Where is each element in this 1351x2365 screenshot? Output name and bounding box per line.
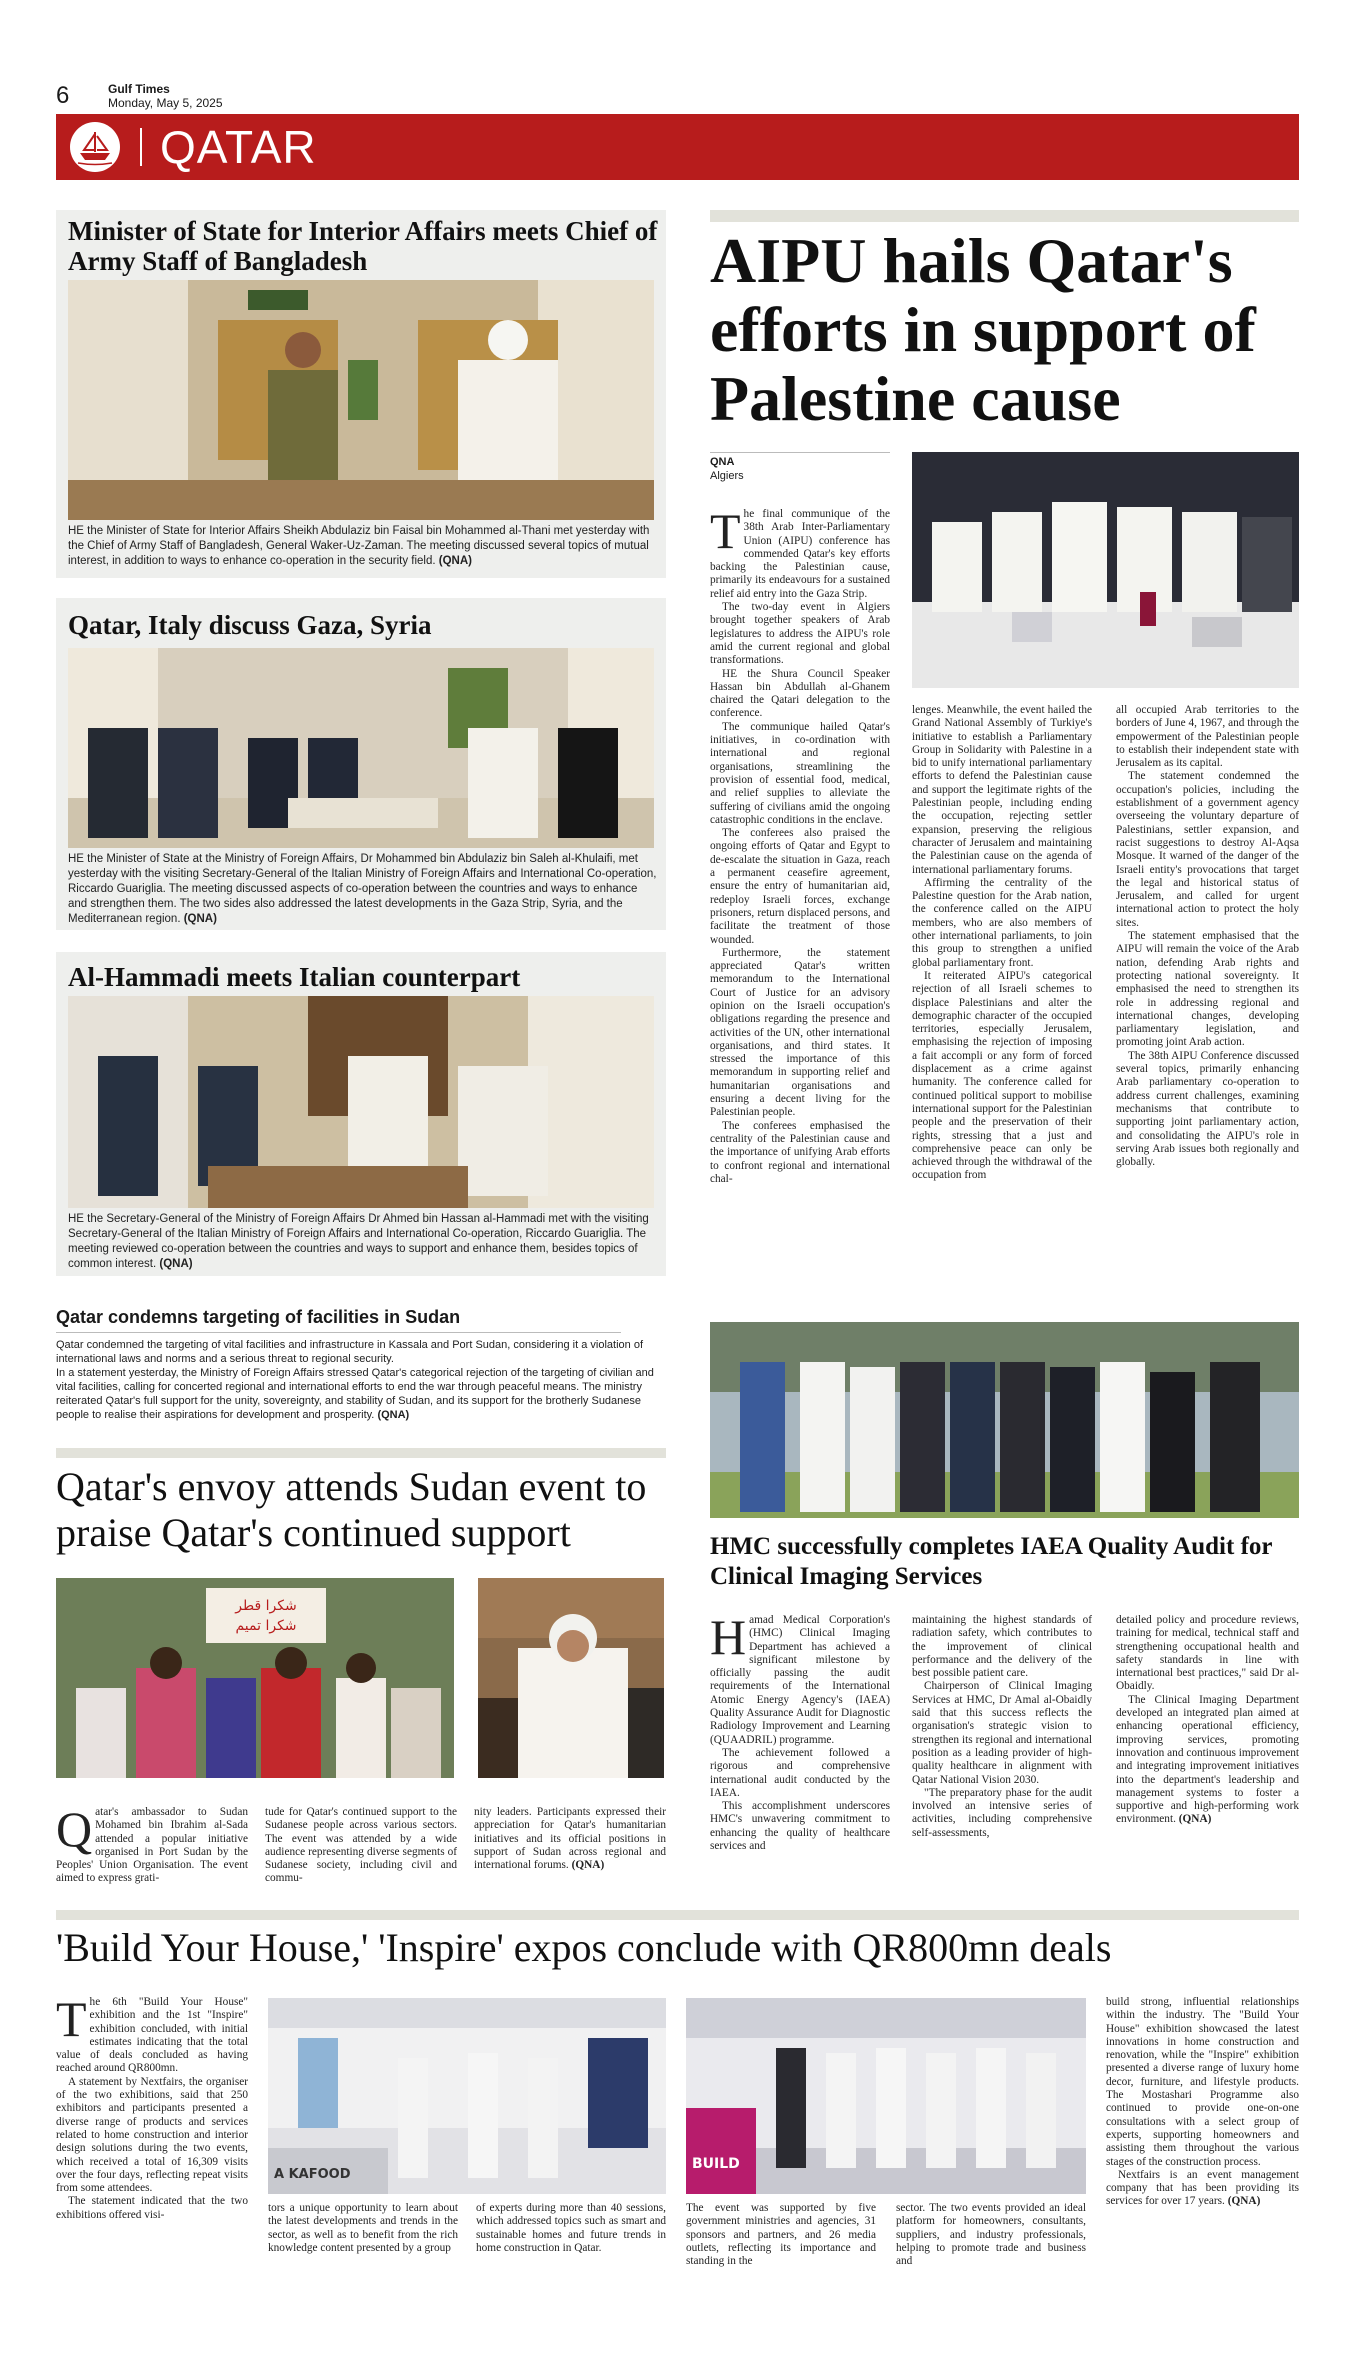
- story8-photo-2: [686, 1998, 1086, 2194]
- story1-photo: [68, 280, 654, 520]
- story6-headline: AIPU hails Qatar's efforts in support of Palestine cause: [710, 225, 1256, 434]
- story5-topbar: [56, 1448, 666, 1458]
- sign-build: BUILD: [692, 2156, 740, 2172]
- story6-byline-rule: [710, 452, 890, 453]
- story6-col1: The final communique of the 38th Arab Inter-Parliamentary Union (AIPU) conference has commended Qatar's key efforts backing the Palestinian cause, primarily its endeavours for a sustained relief aid entry into the Gaza Strip. The two-day event in Algiers brought together speakers of Arab legislatures to address the AIPU's role amid the current regional and global transformations. HE the Shura Council Speaker Hassan bin Abdullah al-Ghanem chaired the Qatari delegation to the conference. The communique hailed Qatar's initiatives, in co-ordination with international and regional organisations, streamlining the provision of essential food, medical, and relief supplies to alleviate the suffering of civilians amid the ongoing catastrophic conditions in the enclave. The conferees also praised the ongoing efforts of Qatar and Egypt to de-escalate the situation in Gaza, reach a permanent ceasefire agreement, ensure the entry of humanitarian aid, redeploy Israeli forces, exchange prisoners, return displaced persons, and facilitate the treatment of those wounded. Furthermore, the statement appreciated Qatar's written memorandum to the International Court of Justice for an advisory opinion on the Israeli occupation's obligations regarding the presence and activities of the UN, other international organisations, and third states. It stressed the importance of this memorandum in supporting relief and humanitarian organisations and ensuring a decent living for the Palestinian people. The conferees emphasised the centrality of the Palestinian cause and the importance of unifying Arab efforts to confront regional and international chal-: [710, 503, 890, 1185]
- story4-rule: [56, 1332, 621, 1333]
- story6-col3: all occupied Arab territories to the borders of June 4, 1967, and through the empowerment of the Palestinian people to establish their independent state with Jerusalem as its capital. The statement condemned the occupation's policies, including the establishment of a government agency overseeing the voluntary departure of Palestinians, settler expansion, and racist suggestions to destroy Al-Aqsa Mosque. It warned of the danger of the Israeli entity's provocations that target the legal and historical status of Jerusalem, and called for urgent international action to protect the holy sites. The statement emphasised that the AIPU will remain the voice of the Arab nation, defending Arab rights and protecting national sovereignty. It emphasised the need to strengthen its role in addressing regional and international changes, developing parliamentary legislation, and promoting joint Arab action. The 38th AIPU Conference discussed several topics, primarily enhancing Arab parliamentary co-operation to address current challenges, examining mechanisms that contribute to supporting joint parliamentary action, and consolidating the AIPU's role in serving Arab issues both regionally and globally.: [1116, 704, 1299, 1169]
- story1-caption: HE the Minister of State for Interior Affairs Sheikh Abdulaziz bin Faisal bin Mohammed al-Thani met yesterday with the Chief of Army Staff of Bangladesh, General Waker-Uz-Zaman. The meeting discussed several topics of mutual interest, in addition to ways to enhance co-operation in the security field. (QNA): [68, 525, 650, 567]
- story7-photo: [710, 1322, 1299, 1518]
- story8-col6: build strong, influential relationships within the industry. The "Build Your House" exhibition showcased the latest innovations in home construction and renovation, while the "Inspire" exhibition presented a diverse range of luxury home decor, furniture, and lifestyle products. The Mostashari Programme also continued to provide one-on-one consultations with a select group of experts, supporting homeowners and assisting them throughout the various stages of the construction process. Nextfairs is an event management company that has been providing its services for over 17 years. (QNA): [1106, 1996, 1299, 2208]
- story2-headline: Qatar, Italy discuss Gaza, Syria: [68, 610, 432, 640]
- story2-photo: [68, 648, 654, 848]
- story8-headline: 'Build Your House,' 'Inspire' expos conclude with QR800mn deals: [56, 1925, 1112, 1970]
- dhow-logo-icon: [70, 122, 120, 172]
- story5-col3: nity leaders. Participants expressed their appreciation for Qatar's humanitarian initiatives and its official positions in support of Sudan across regional and international forums. (QNA): [474, 1806, 666, 1872]
- story6-agency: QNA: [710, 456, 735, 468]
- publication-date: Monday, May 5, 2025: [108, 96, 223, 110]
- section-title: QATAR: [160, 121, 317, 173]
- publication-name: Gulf Times: [108, 82, 170, 96]
- story8-photo-1: [268, 1998, 666, 2194]
- story6-dateline: Algiers: [710, 470, 744, 482]
- story8-col4: The event was supported by five government ministries and agencies, 31 sponsors and partners, and 26 media outlets, reflecting its importance and standing in the: [686, 2202, 876, 2268]
- story5-photo-1: [56, 1578, 454, 1778]
- page-number: 6: [56, 82, 70, 109]
- story6-topbar: [710, 210, 1299, 222]
- story6-col2: lenges. Meanwhile, the event hailed the Grand National Assembly of Turkiye's initiative to establish a Parliamentary Group in Solidarity with Palestine in a bid to unify international parliamentary efforts to defend the Palestinian cause and support the legitimate rights of the Palestinian people, including ending the occupation, rejecting settler expansion, preserving the religious character of Jerusalem and maintaining the Palestinian cause on the agenda of international parliamentary forums. Affirming the centrality of the Palestine question for the Arab nation, the conference called on the AIPU members, who are also members of other international parliaments, to join this group to strengthen a unified global parliamentary front. It reiterated AIPU's categorical rejection of all Israeli schemes to displace Palestinians and alter the demographic character of the occupied territories, especially Jerusalem, emphasising the rejection of imposing a fait accompli or any form of forced displacement as a crime against humanity. The conference called for continued political support to mobilise international support for the Palestinian people and the preservation of their rights, stressing that a just and comprehensive peace can only be achieved through the withdrawal of the occupation from: [912, 704, 1092, 1182]
- sign-text-2: شكرا تميم: [235, 1618, 297, 1634]
- sign-text-1: شكرا قطر: [235, 1598, 297, 1614]
- story5-col2: tude for Qatar's continued support to the Sudanese people across various sectors. The event was attended by a wide audience representing diverse segments of Sudanese society, including civil and commu-: [265, 1806, 457, 1885]
- story7-headline: HMC successfully completes IAEA Quality Audit for Clinical Imaging Services: [710, 1533, 1273, 1590]
- story7-col3: detailed policy and procedure reviews, training for medical, technical staff and strengthening occupational health and safety standards in line with international best practices," said Dr al-Obaidly. The Clinical Imaging Department developed an integrated plan aimed at enhancing operational efficiency, improving services, promoting innovation and continuous improvement and integrating improvement initiatives into the department's leadership and management systems to foster a supportive and high-performing work environment. (QNA): [1116, 1614, 1299, 1826]
- story5-photo-2: [478, 1578, 664, 1778]
- story3-photo: [68, 996, 654, 1208]
- story5-col1: Qatar's ambassador to Sudan Mohamed bin Ibrahim al-Sada attended a popular initiative organised in Port Sudan by the Peoples' Union Organisation. The event aimed to express grati-: [56, 1801, 248, 1885]
- story7-col2: maintaining the highest standards of radiation safety, which contributes to the improvement of clinical performance and the delivery of the best possible patient care. Chairperson of Clinical Imaging Services at HMC, Dr Amal al-Obaidly said that this success reflects the organisation's strategic vision to strengthen its regional and international position as a leading provider of high-quality healthcare in alignment with Qatar National Vision 2030. "The preparatory phase for the audit involved an intensive series of activities, including comprehensive self-assessments,: [912, 1614, 1092, 1839]
- banner-divider: [140, 128, 142, 166]
- story8-col3: of experts during more than 40 sessions, which addressed topics such as smart and sustainable homes and future trends in home construction in Qatar.: [476, 2202, 666, 2254]
- story8-topbar: [56, 1910, 1299, 1920]
- story6-photo: [912, 452, 1299, 688]
- story8-col2: tors a unique opportunity to learn about the latest developments and trends in the sector, as well as to benefit from the rich knowledge content presented by a group: [268, 2202, 458, 2254]
- story8-col5: sector. The two events provided an ideal platform for homeowners, consultants, suppliers, and industry professionals, helping to promote trade and business and: [896, 2202, 1086, 2268]
- story5-headline: Qatar's envoy attends Sudan event to praise Qatar's continued support: [56, 1464, 647, 1555]
- story8-col1: The 6th "Build Your House" exhibition and the 1st "Inspire" exhibition concluded, with initial estimates indicating that the total value of deals concluded as having reached around QR800mn. A statement by Nextfairs, the organiser of the two exhibitions, said that 250 exhibitors and participants presented a diverse range of products and services related to home construction and interior design solutions during the two events, which received a total of 16,309 visits over the four days, reflecting repeat visits from some attendees. The statement indicated that the two exhibitions offered visi-: [56, 1991, 248, 2221]
- story4-headline: Qatar condemns targeting of facilities in Sudan: [56, 1307, 461, 1327]
- story2-caption: HE the Minister of State at the Ministry of Foreign Affairs, Dr Mohammed bin Abdulaziz bin Saleh al-Khulaifi, met yesterday with the visiting Secretary-General of the Italian Ministry of Foreign Affairs and International Co-operation, Riccardo Guariglia. The meeting discussed aspects of co-operation between the countries and ways to enhance and strengthen them. The two sides also addressed the latest developments in the Gaza Strip, Syria, and the Mediterranean region. (QNA): [68, 853, 657, 925]
- story4-body: Qatar condemned the targeting of vital facilities and infrastructure in Kassala and Port Sudan, considering it a violation of international laws and norms and a serious threat to regional security. In a statement yesterday, the Ministry of Foreign Affairs stressed Qatar's categorical rejection of the targeting of civilian and vital facilities, calling for concerted regional and international efforts to end the war through peaceful means. The ministry reiterated Qatar's full support for the unity, sovereignty, and stability of Sudan, and its support for the brotherly Sudanese people to realise their aspirations for development and prosperity. (QNA): [56, 1339, 654, 1421]
- story3-caption: HE the Secretary-General of the Ministry of Foreign Affairs Dr Ahmed bin Hassan al-Hammadi met with the visiting Secretary-General of the Italian Ministry of Foreign Affairs and International Co-operation, Riccardo Guariglia. The meeting reviewed co-operation between the countries and ways to support and enhance them, besides topics of common interest. (QNA): [68, 1213, 649, 1270]
- story7-col1: Hamad Medical Corporation's (HMC) Clinical Imaging Department has achieved a significant milestone by officially passing the audit requirements of the International Atomic Energy Agency's (IAEA) Quality Assurance Audit for Diagnostic Radiology Improvement and Learning (QUAADRIL) programme. The achievement followed a rigorous and comprehensive international audit conducted by the IAEA. This accomplishment underscores HMC's unwavering commitment to enhancing the quality of healthcare services and: [710, 1609, 890, 1853]
- sign-kafood: A KAFOOD: [274, 2167, 351, 2182]
- story3-headline: Al-Hammadi meets Italian counterpart: [68, 962, 521, 992]
- story1-headline: Minister of State for Interior Affairs meets Chief of Army Staff of Bangladesh: [68, 216, 658, 276]
